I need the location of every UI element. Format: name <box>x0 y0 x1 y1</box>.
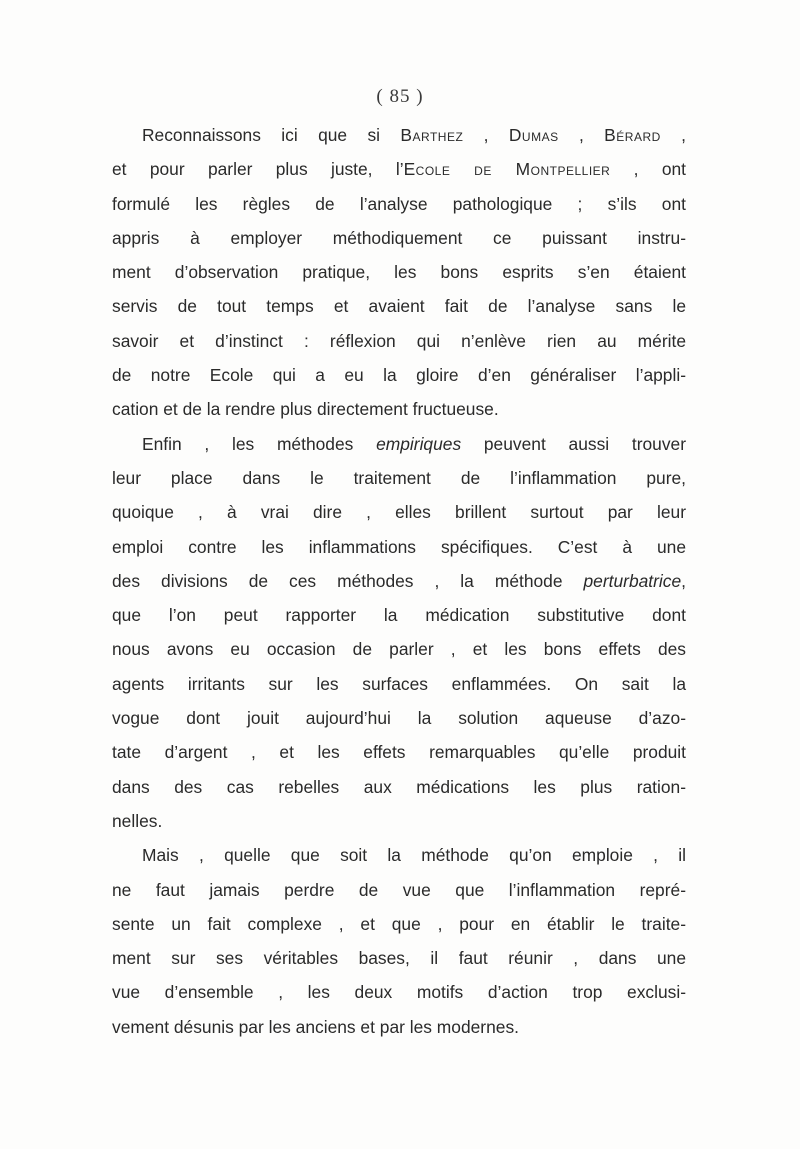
small-caps-name: Dumas <box>508 125 559 145</box>
text-line <box>112 324 686 358</box>
text-run: peuvent aussi trouver <box>461 433 686 454</box>
text-run: tate d’argent , et les effets remarquables qu’elle produit <box>112 742 686 763</box>
text-line <box>112 598 686 632</box>
text-run: , <box>660 125 686 145</box>
text-line <box>112 873 686 907</box>
text-line <box>112 941 686 975</box>
text-line <box>112 530 686 564</box>
text-line <box>112 907 686 941</box>
text-line <box>112 804 686 838</box>
text-line <box>112 495 686 529</box>
text-run: sente un fait complexe , et que , pour en établir le traite- <box>112 913 686 934</box>
italic-term: perturbatrice <box>583 570 682 591</box>
text-run: dans des cas rebelles aux médications les plus ration- <box>112 776 686 797</box>
text-line <box>112 427 686 461</box>
text-line <box>112 289 686 323</box>
text-line <box>112 770 686 804</box>
text-run: et pour parler plus juste, l’ <box>112 159 404 180</box>
text-line <box>112 735 686 769</box>
text-line <box>112 632 686 666</box>
text-run: Mais , quelle que soit la méthode qu’on emploie , il <box>142 845 686 866</box>
text-run: cation et de la rendre plus directement fructueuse. <box>112 399 499 420</box>
small-caps-name: Bérard <box>604 125 661 145</box>
small-caps-name: Ecole de Montpellier <box>403 159 611 180</box>
text-run: savoir et d’instinct : réflexion qui n’enlève rien au mérite <box>112 330 686 351</box>
text-run: que l’on peut rapporter la médication substitutive dont <box>112 605 686 626</box>
text-line <box>112 564 686 598</box>
text-run: ment sur ses véritables bases, il faut réunir , dans une <box>112 948 686 969</box>
text-line <box>112 152 686 186</box>
text-run: Enfin , les méthodes <box>142 433 377 454</box>
italic-term: empiriques <box>376 433 462 454</box>
text-run: leur place dans le traitement de l’inflammation pure, <box>112 467 686 488</box>
paragraph <box>112 118 686 427</box>
text-line <box>112 255 686 289</box>
text-run: , <box>681 570 686 591</box>
text-line <box>112 118 686 152</box>
text-run: formulé les règles de l’analyse pathologique ; s’ils ont <box>112 193 686 214</box>
text-run: vue d’ensemble , les deux motifs d’action trop exclusi- <box>112 982 686 1003</box>
text-run: servis de tout temps et avaient fait de l’analyse sans le <box>112 296 686 317</box>
text-line <box>112 701 686 735</box>
text-run: ment d’observation pratique, les bons esprits s’en étaient <box>112 262 686 283</box>
text-line <box>112 358 686 392</box>
text-line <box>112 392 686 426</box>
paragraph <box>112 838 686 1044</box>
text-run: vogue dont jouit aujourd’hui la solution aqueuse d’azo- <box>112 708 686 729</box>
text-line <box>112 975 686 1009</box>
text-run: emploi contre les inflammations spécifiques. C’est à une <box>112 536 686 557</box>
text-run: , ont <box>610 159 686 180</box>
body-text <box>112 118 686 1044</box>
text-line <box>112 187 686 221</box>
text-run: nelles. <box>112 810 163 831</box>
text-line <box>112 221 686 255</box>
small-caps-name: Barthez <box>400 125 464 145</box>
text-run: Reconnaissons ici que si <box>142 125 401 145</box>
text-run: des divisions de ces méthodes , la méthode <box>112 570 584 591</box>
text-line <box>112 461 686 495</box>
text-run: , <box>558 125 605 145</box>
text-run: quoique , à vrai dire , elles brillent surtout par leur <box>112 502 686 523</box>
text-line <box>112 838 686 872</box>
page-number: ( 85 ) <box>376 86 424 107</box>
text-run: de notre Ecole qui a eu la gloire d’en généraliser l’appli- <box>112 365 686 386</box>
text-run: appris à employer méthodiquement ce puissant instru- <box>112 227 686 248</box>
text-run: agents irritants sur les surfaces enflammées. On sait la <box>112 673 686 694</box>
text-run: vement désunis par les anciens et par les modernes. <box>112 1016 519 1037</box>
text-run: , <box>463 125 509 145</box>
paragraph <box>112 427 686 839</box>
text-line <box>112 667 686 701</box>
text-run: ne faut jamais perdre de vue que l’inflammation repré- <box>112 879 686 900</box>
text-run: nous avons eu occasion de parler , et les bons effets des <box>112 639 686 660</box>
text-line <box>112 1010 686 1044</box>
